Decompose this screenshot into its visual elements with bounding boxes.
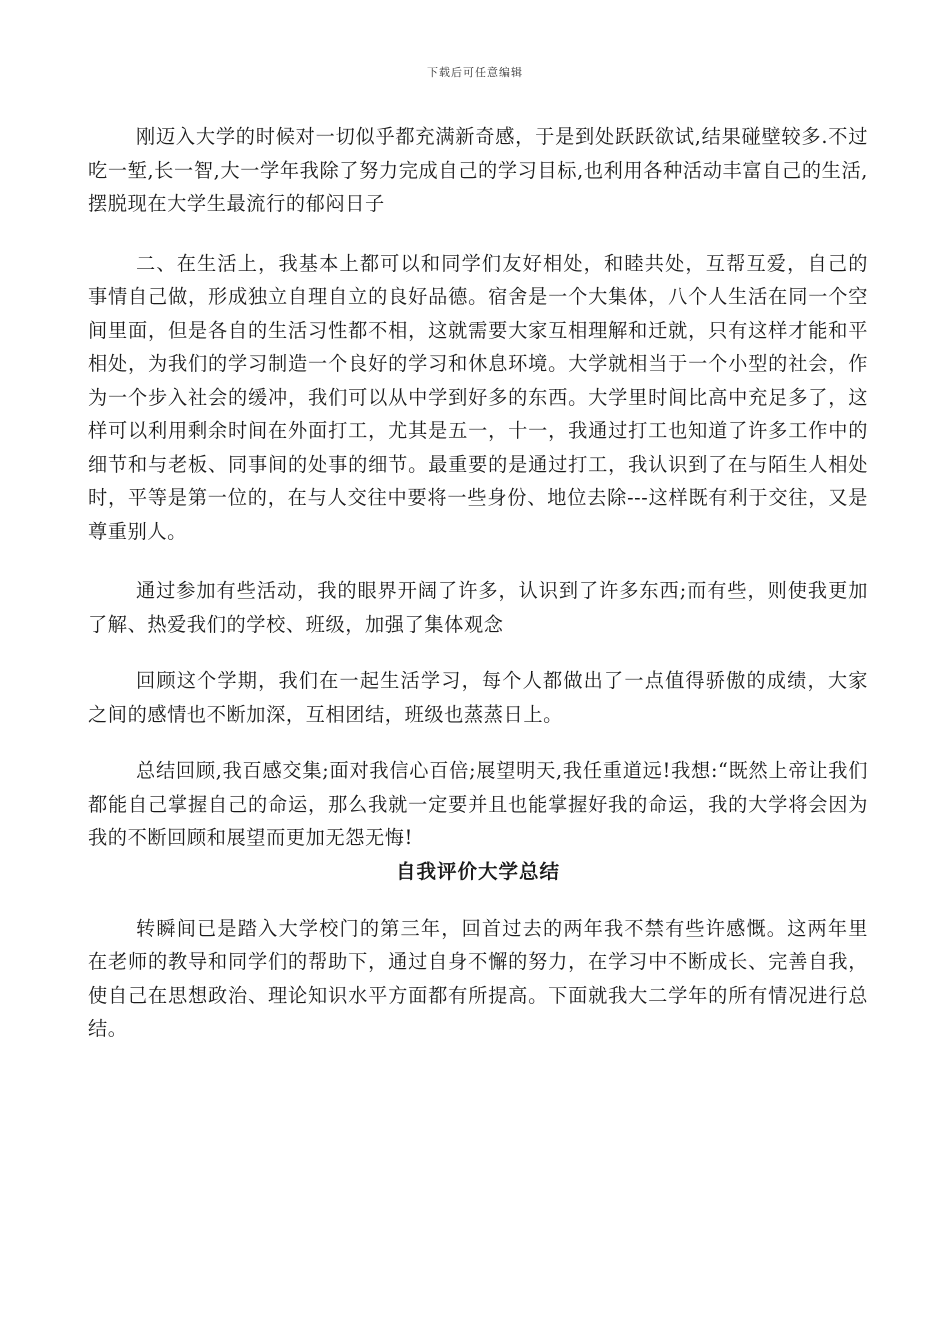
paragraph-life: 二、在生活上，我基本上都可以和同学们友好相处，和睦共处，互帮互爱，自己的事情自己做，形成独立自理自立的良好品德。宿舍是一个大集体，八个人生活在同一个空间里面，但是各自的生活习性都不相，这就需要大家互相理解和迁就，只有这样才能和平相处，为我们的学习制造一个良好的学习和休息环境。大学就相当于一个小型的社会，作为一个步入社会的缓冲，我们可以从中学到好多的东西。大学里时间比高中充足多了，这样可以利用剩余时间在外面打工，尤其是五一，十一，我通过打工也知道了许多工作中的细节和与老板、同事间的处事的细节。最重要的是通过打工，我认识到了在与陌生人相处时，平等是第一位的，在与人交往中要将一些身份、地位去除---这样既有利于交往，又是尊重别人。 bbox=[88, 251, 868, 543]
page-header: 下载后可任意编辑 bbox=[427, 66, 523, 79]
paragraph-section-intro: 转瞬间已是踏入大学校门的第三年，回首过去的两年我不禁有些许感慨。这两年里在老师的教导和同学们的帮助下，通过自身不懈的努力，在学习中不断成长、完善自我，使自己在思想政治、理论知识水平方面都有所提高。下面就我大二学年的所有情况进行总结。 bbox=[88, 916, 868, 1040]
paragraph-intro: 刚迈入大学的时候对一切似乎都充满新奇感，于是到处跃跃欲试,结果碰壁较多.不过吃一堑,长一智,大一学年我除了努力完成自己的学习目标,也利用各种活动丰富自己的生活,摆脱现在大学生最流行的郁闷日子 bbox=[88, 125, 868, 215]
paragraph-activities: 通过参加有些活动，我的眼界开阔了许多，认识到了许多东西;而有些，则使我更加了解、热爱我们的学校、班级，加强了集体观念 bbox=[88, 579, 868, 636]
paragraph-review: 回顾这个学期，我们在一起生活学习，每个人都做出了一点值得骄傲的成绩，大家之间的感情也不断加深，互相团结，班级也蒸蒸日上。 bbox=[88, 669, 868, 726]
paragraph-summary: 总结回顾,我百感交集;面对我信心百倍;展望明天,我任重道远!我想:“既然上帝让我们都能自己掌握自己的命运，那么我就一定要并且也能掌握好我的命运，我的大学将会因为我的不断回顾和展望而更加无怨无悔! bbox=[88, 759, 868, 849]
section-heading: 自我评价大学总结 bbox=[395, 859, 560, 883]
document-body bbox=[88, 120, 868, 1046]
